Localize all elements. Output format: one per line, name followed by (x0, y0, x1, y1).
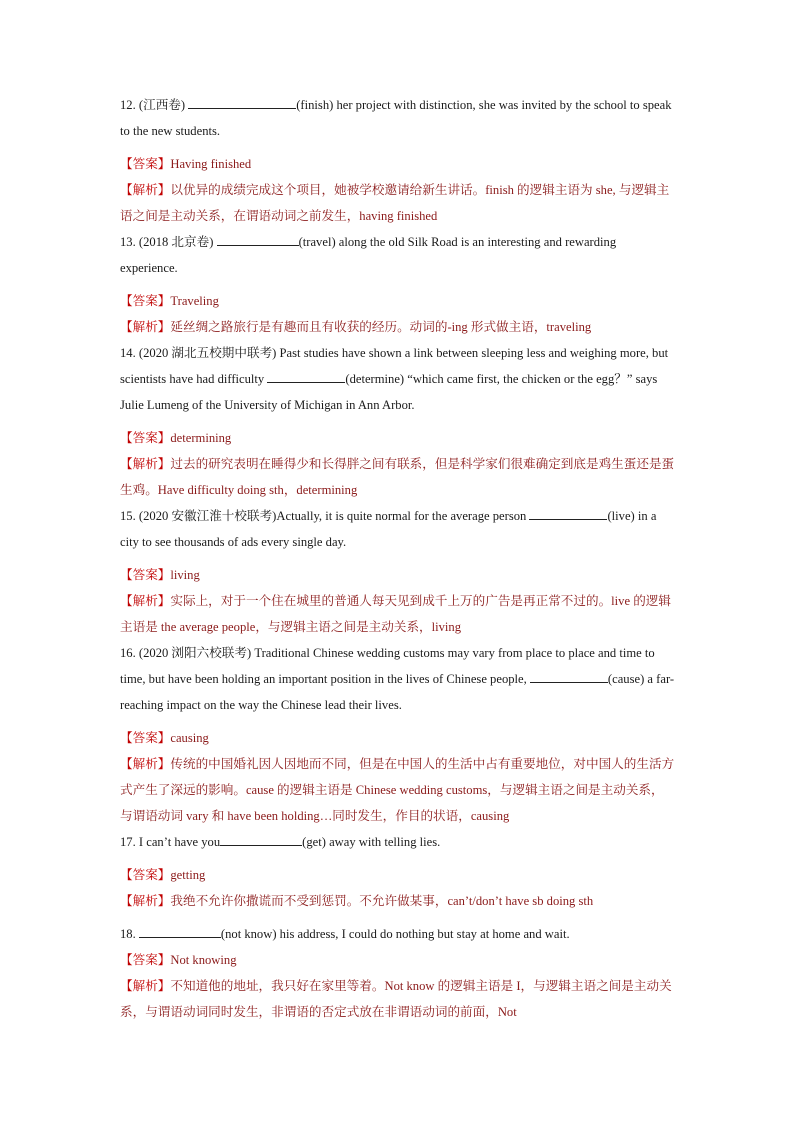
explanation-text: 实际上，对于一个住在城里的普通人每天见到成千上万的广告是再正常不过的。live 的逻辑主语是 the average people，与逻辑主语之间是主动关系，living (120, 594, 671, 634)
answer-17 (120, 862, 676, 888)
question-number: 16. (120, 646, 136, 660)
answer-blank (220, 833, 302, 846)
answer-13 (120, 288, 676, 314)
answer-12 (120, 151, 676, 177)
explanation-tag: 【解析】 (120, 320, 171, 334)
answer-tag: 【答案】 (120, 294, 171, 308)
answer-blank (139, 925, 221, 938)
answer-text: getting (170, 868, 206, 882)
question-text-after: (not know) his address, I could do nothing but stay at home and wait. (220, 927, 570, 941)
question-13 (120, 229, 676, 281)
explanation-text: 传统的中国婚礼因人因地而不同，但是在中国人的生活中占有重要地位，对中国人的生活方式产生了深远的影响。cause 的逻辑主语是 Chinese wedding customs，与逻辑主语之间是主动关系，与谓语动词 vary 和 have been holding…同时发生，作目的状语，causing (120, 757, 675, 823)
question-text-after: (travel) along the old Silk Road is an interesting and rewarding experience. (120, 235, 617, 275)
answer-tag: 【答案】 (120, 731, 171, 745)
question-14 (120, 340, 676, 418)
explanation-tag: 【解析】 (120, 894, 171, 908)
answer-16 (120, 725, 676, 751)
question-source: (2020 浏阳六校联考) (138, 646, 252, 660)
question-18 (120, 921, 676, 947)
explanation-tag: 【解析】 (120, 594, 171, 608)
question-12 (120, 92, 676, 144)
explanation-tag: 【解析】 (120, 757, 171, 771)
answer-blank (188, 96, 296, 109)
explanation-text: 过去的研究表明在睡得少和长得胖之间有联系，但是科学家们很难确定到底是鸡生蛋还是蛋生鸡。Have difficulty doing sth，determining (120, 457, 675, 497)
answer-text: Not knowing (170, 953, 237, 967)
answer-text: living (170, 568, 200, 582)
explanation-18 (120, 973, 676, 1025)
explanation-14 (120, 451, 676, 503)
explanation-16 (120, 751, 676, 829)
question-text-after: (finish) her project with distinction, she was invited by the school to speak to the new students. (120, 98, 672, 138)
answer-tag: 【答案】 (120, 157, 171, 171)
explanation-tag: 【解析】 (120, 183, 171, 197)
question-source: (2020 安徽江淮十校联考) (138, 509, 277, 523)
explanation-13 (120, 314, 676, 340)
question-16 (120, 640, 676, 718)
answer-18 (120, 947, 676, 973)
answer-text: causing (170, 731, 209, 745)
question-15 (120, 503, 676, 555)
question-text-before: Traditional Chinese wedding customs may vary from place to place and time to time, but have been holding an important position in the lives of Chinese people, (120, 646, 655, 686)
answer-blank (267, 370, 345, 383)
answer-text: Traveling (170, 294, 219, 308)
answer-blank (530, 670, 608, 683)
explanation-15 (120, 588, 676, 640)
answer-14 (120, 425, 676, 451)
answer-tag: 【答案】 (120, 431, 171, 445)
answer-tag: 【答案】 (120, 953, 171, 967)
explanation-text: 我绝不允许你撒谎而不受到惩罚。不允许做某事，can’t/don’t have sb doing sth (170, 894, 594, 908)
question-number: 13. (120, 235, 136, 249)
question-source: (江西卷) (138, 98, 186, 112)
question-number: 17. (120, 835, 136, 849)
explanation-text: 延丝绸之路旅行是有趣而且有收获的经历。动词的-ing 形式做主语，traveling (170, 320, 592, 334)
answer-blank (217, 233, 299, 246)
answer-text: Having finished (170, 157, 252, 171)
question-number: 18. (120, 927, 136, 941)
answer-text: determining (170, 431, 232, 445)
question-text-after: (determine) “which came first, the chicken or the egg？” says Julie Lumeng of the University of Michigan in Ann Arbor. (120, 372, 658, 412)
question-17 (120, 829, 676, 855)
explanation-text: 不知道他的地址，我只好在家里等着。Not know 的逻辑主语是 I，与逻辑主语之间是主动关系，与谓语动词同时发生，非谓语的否定式放在非谓语动词的前面，Not (120, 979, 672, 1019)
question-text-after: (cause) a far-reaching impact on the way the Chinese lead their lives. (120, 672, 675, 712)
answer-tag: 【答案】 (120, 868, 171, 882)
question-text-before: Actually, it is quite normal for the average person (276, 509, 530, 523)
question-text-after: (live) in a city to see thousands of ads every single day. (120, 509, 657, 549)
question-number: 12. (120, 98, 136, 112)
answer-tag: 【答案】 (120, 568, 171, 582)
explanation-tag: 【解析】 (120, 457, 171, 471)
question-text-before: I can’t have you (138, 835, 221, 849)
explanation-17 (120, 888, 676, 914)
exercise-page (120, 92, 676, 1025)
question-number: 15. (120, 509, 136, 523)
answer-blank (529, 507, 607, 520)
explanation-tag: 【解析】 (120, 979, 171, 993)
question-text-before: Past studies have shown a link between sleeping less and weighing more, but scientists have had difficulty (120, 346, 669, 386)
question-text-after: (get) away with telling lies. (302, 835, 441, 849)
explanation-12 (120, 177, 676, 229)
question-source: (2020 湖北五校期中联考) (138, 346, 277, 360)
answer-15 (120, 562, 676, 588)
question-number: 14. (120, 346, 136, 360)
explanation-text: 以优异的成绩完成这个项目，她被学校邀请给新生讲话。finish 的逻辑主语为 she, 与逻辑主语之间是主动关系，在谓语动词之前发生，having finished (120, 183, 670, 223)
question-source: (2018 北京卷) (138, 235, 214, 249)
